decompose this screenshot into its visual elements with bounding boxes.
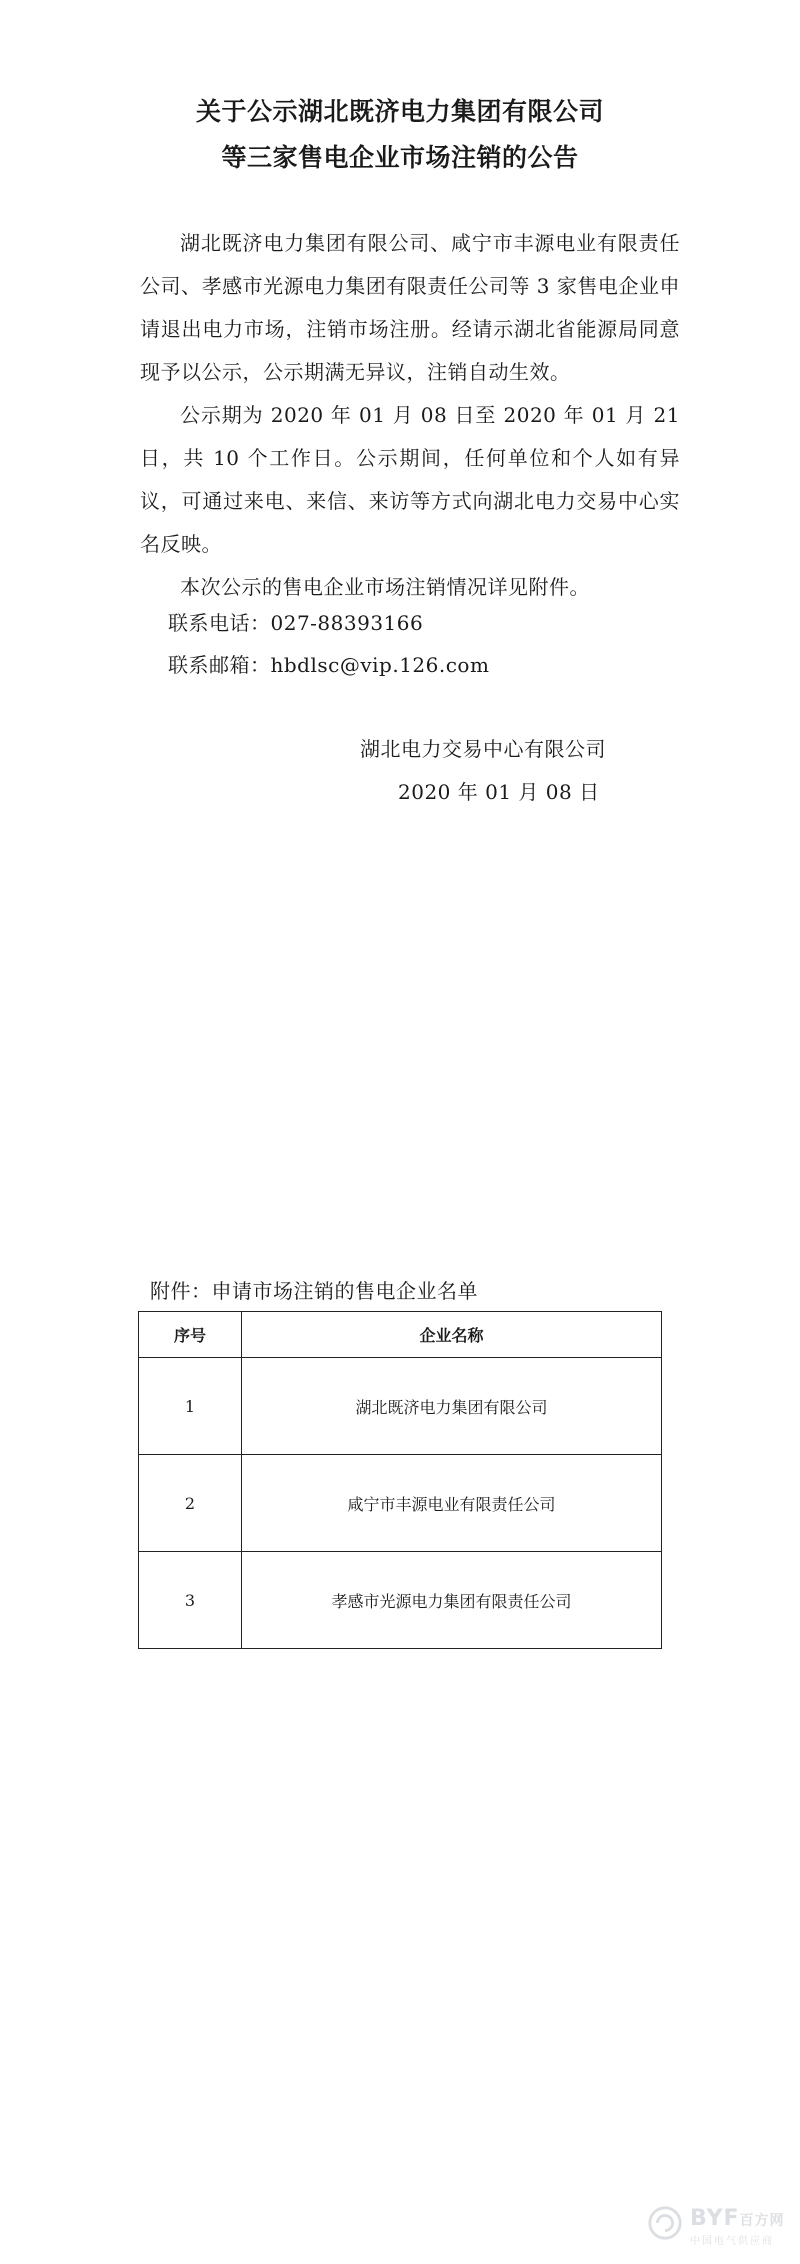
- body-paragraph-2: 公示期为 2020 年 01 月 08 日至 2020 年 01 月 21 日，共 10 个工作日。公示期间，任何单位和个人如有异议，可通过来电、来信、来访等方式向湖北电力交易中心实名反映。: [140, 403, 680, 556]
- attachment-label: 附件：申请市场注销的售电企业名单: [150, 1279, 478, 1303]
- body-paragraph-1: 湖北既济电力集团有限公司、咸宁市丰源电业有限责任公司、孝感市光源电力集团有限责任公司等 3 家售电企业申请退出电力市场，注销市场注册。经请示湖北省能源局同意现予以公示，公示期满无异议，注销自动生效。: [140, 231, 680, 384]
- signature-org: 湖北电力交易中心有限公司: [360, 737, 606, 761]
- table-cell-company: 孝感市光源电力集团有限责任公司: [242, 1552, 662, 1649]
- body-paragraph-3: 本次公示的售电企业市场注销情况详见附件。: [180, 575, 590, 599]
- table-header-company-name: 企业名称: [242, 1312, 662, 1358]
- byf-logo-icon: [646, 2204, 684, 2242]
- table-row: [139, 1455, 662, 1552]
- table-cell-index: 3: [139, 1552, 242, 1649]
- company-list-table: [138, 1311, 662, 1649]
- table-cell-index: 1: [139, 1358, 242, 1455]
- table-cell-company: 湖北既济电力集团有限公司: [242, 1358, 662, 1455]
- document-title-line-1: 关于公示湖北既济电力集团有限公司: [195, 97, 604, 126]
- table-cell-company: 咸宁市丰源电业有限责任公司: [242, 1455, 662, 1552]
- contact-phone: 联系电话：027-88393166: [168, 611, 424, 635]
- document-title-line-2: 等三家售电企业市场注销的公告: [221, 143, 579, 172]
- table-header-row: [139, 1312, 662, 1358]
- contact-email: 联系邮箱：hbdlsc@vip.126.com: [168, 653, 490, 677]
- watermark-tagline: 中国电气供应商: [690, 2236, 774, 2247]
- table-cell-index: 2: [139, 1455, 242, 1552]
- table-row: [139, 1552, 662, 1649]
- table-header-index: 序号: [139, 1312, 242, 1358]
- table-row: [139, 1358, 662, 1455]
- document-body: [140, 222, 680, 609]
- watermark: [646, 2200, 786, 2250]
- watermark-brand: BYF百方网: [690, 2206, 785, 2231]
- signature-date: 2020 年 01 月 08 日: [398, 780, 600, 804]
